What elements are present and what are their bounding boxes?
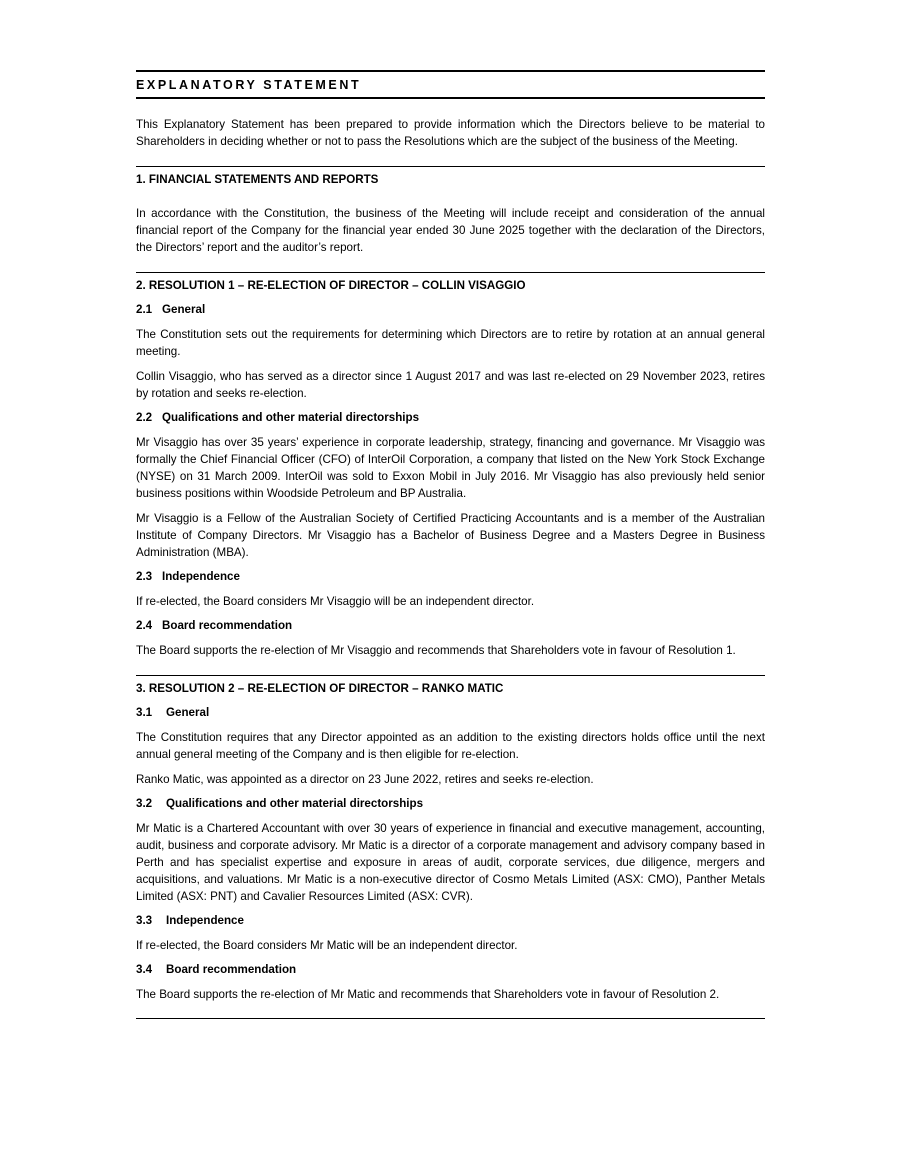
section-resolution-2	[136, 675, 765, 1003]
subheading-qualifications	[136, 409, 765, 426]
subheading-title: Independence	[166, 914, 244, 927]
paragraph: Mr Matic is a Chartered Accountant with over 30 years of experience in financial and executive management, accounting, audit, business and corporate advisory. Mr Matic is a director of a corporate management and advisory company based in Perth and has specialist expertise and exposure in areas of audit, corporate services, due diligence, mergers and acquisitions, and valuations. Mr Matic is a non-executive director of Cosmo Metals Limited (ASX: CMO), Panther Metals Limited (ASX: PNT) and Cavalier Resources Limited (ASX: CVR).	[136, 822, 765, 903]
paragraph: In accordance with the Constitution, the business of the Meeting will include receipt and consideration of the annual financial report of the Company for the financial year ended 30 June 2025 together with the declaration of the Directors, the Directors’ report and the auditor’s report.	[136, 207, 765, 254]
intro-paragraph: This Explanatory Statement has been prepared to provide information which the Directors believe to be material to Shareholders in deciding whether or not to pass the Resolutions which are the subject of the business of the Meeting.	[136, 118, 765, 148]
section-heading: 2. RESOLUTION 1 – RE-ELECTION OF DIRECTOR – COLLIN VISAGGIO	[136, 272, 765, 294]
subheading-independence	[136, 568, 765, 585]
subheading-title: Board recommendation	[166, 963, 297, 976]
subheading-title: Qualifications and other material directorships	[162, 411, 420, 424]
paragraph: Mr Visaggio is a Fellow of the Australian Society of Certified Practicing Accountants and is a member of the Australian Institute of Company Directors. Mr Visaggio has a Bachelor of Business Degree and a Masters Degree in Business Administration (MBA).	[136, 512, 765, 559]
paragraph: Ranko Matic, was appointed as a director on 23 June 2022, retires and seeks re-election.	[136, 773, 594, 786]
subheading-title: Independence	[162, 570, 240, 583]
section-resolution-1	[136, 272, 765, 659]
paragraph: The Board supports the re-election of Mr Matic and recommends that Shareholders vote in favour of Resolution 2.	[136, 988, 720, 1001]
paragraph: The Constitution requires that any Director appointed as an addition to the existing directors holds office until the next annual general meeting of the Company and is then eligible for re-election.	[136, 731, 765, 761]
subheading-number: 2.2	[136, 411, 153, 424]
subheading-number: 3.2	[136, 797, 153, 810]
subheading-number: 2.3	[136, 570, 153, 583]
paragraph: Mr Visaggio has over 35 years’ experience in corporate leadership, strategy, financing and governance. Mr Visaggio was formally the Chief Financial Officer (CFO) of InterOil Corporation, a company that listed on the New York Stock Exchange (NYSE) on 31 March 2009. InterOil was sold to Exxon Mobil in July 2016. Mr Visaggio has also previously held senior business positions within Woodside Petroleum and BP Australia.	[136, 436, 765, 500]
subheading-number: 3.4	[136, 963, 153, 976]
subheading-title: General	[166, 706, 210, 719]
subheading-independence	[136, 912, 765, 929]
section-financial-statements	[136, 166, 765, 256]
paragraph: If re-elected, the Board considers Mr Matic will be an independent director.	[136, 939, 518, 952]
subheading-title: General	[162, 303, 206, 316]
paragraph: If re-elected, the Board considers Mr Visaggio will be an independent director.	[136, 595, 535, 608]
subheading-number: 3.1	[136, 706, 153, 719]
subheading-general	[136, 301, 765, 318]
subheading-title: Qualifications and other material directorships	[166, 797, 424, 810]
subheading-board-recommendation	[136, 961, 765, 978]
paragraph: Collin Visaggio, who has served as a director since 1 August 2017 and was last re-elected on 29 November 2023, retires by rotation and seeks re-election.	[136, 370, 765, 400]
subheading-qualifications	[136, 795, 765, 812]
document-page	[136, 70, 765, 1019]
subheading-number: 2.4	[136, 619, 153, 632]
paragraph: The Constitution sets out the requirements for determining which Directors are to retire by rotation at an annual general meeting.	[136, 328, 765, 358]
subheading-board-recommendation	[136, 617, 765, 634]
paragraph: The Board supports the re-election of Mr Visaggio and recommends that Shareholders vote in favour of Resolution 1.	[136, 644, 736, 657]
section-heading: 1. FINANCIAL STATEMENTS AND REPORTS	[136, 166, 765, 188]
subheading-number: 3.3	[136, 914, 153, 927]
subheading-number: 2.1	[136, 303, 153, 316]
subheading-general	[136, 704, 765, 721]
section-heading: 3. RESOLUTION 2 – RE-ELECTION OF DIRECTOR – RANKO MATIC	[136, 675, 765, 697]
bottom-divider	[136, 1018, 765, 1019]
page-title: EXPLANATORY STATEMENT	[136, 70, 765, 99]
subheading-title: Board recommendation	[162, 619, 293, 632]
